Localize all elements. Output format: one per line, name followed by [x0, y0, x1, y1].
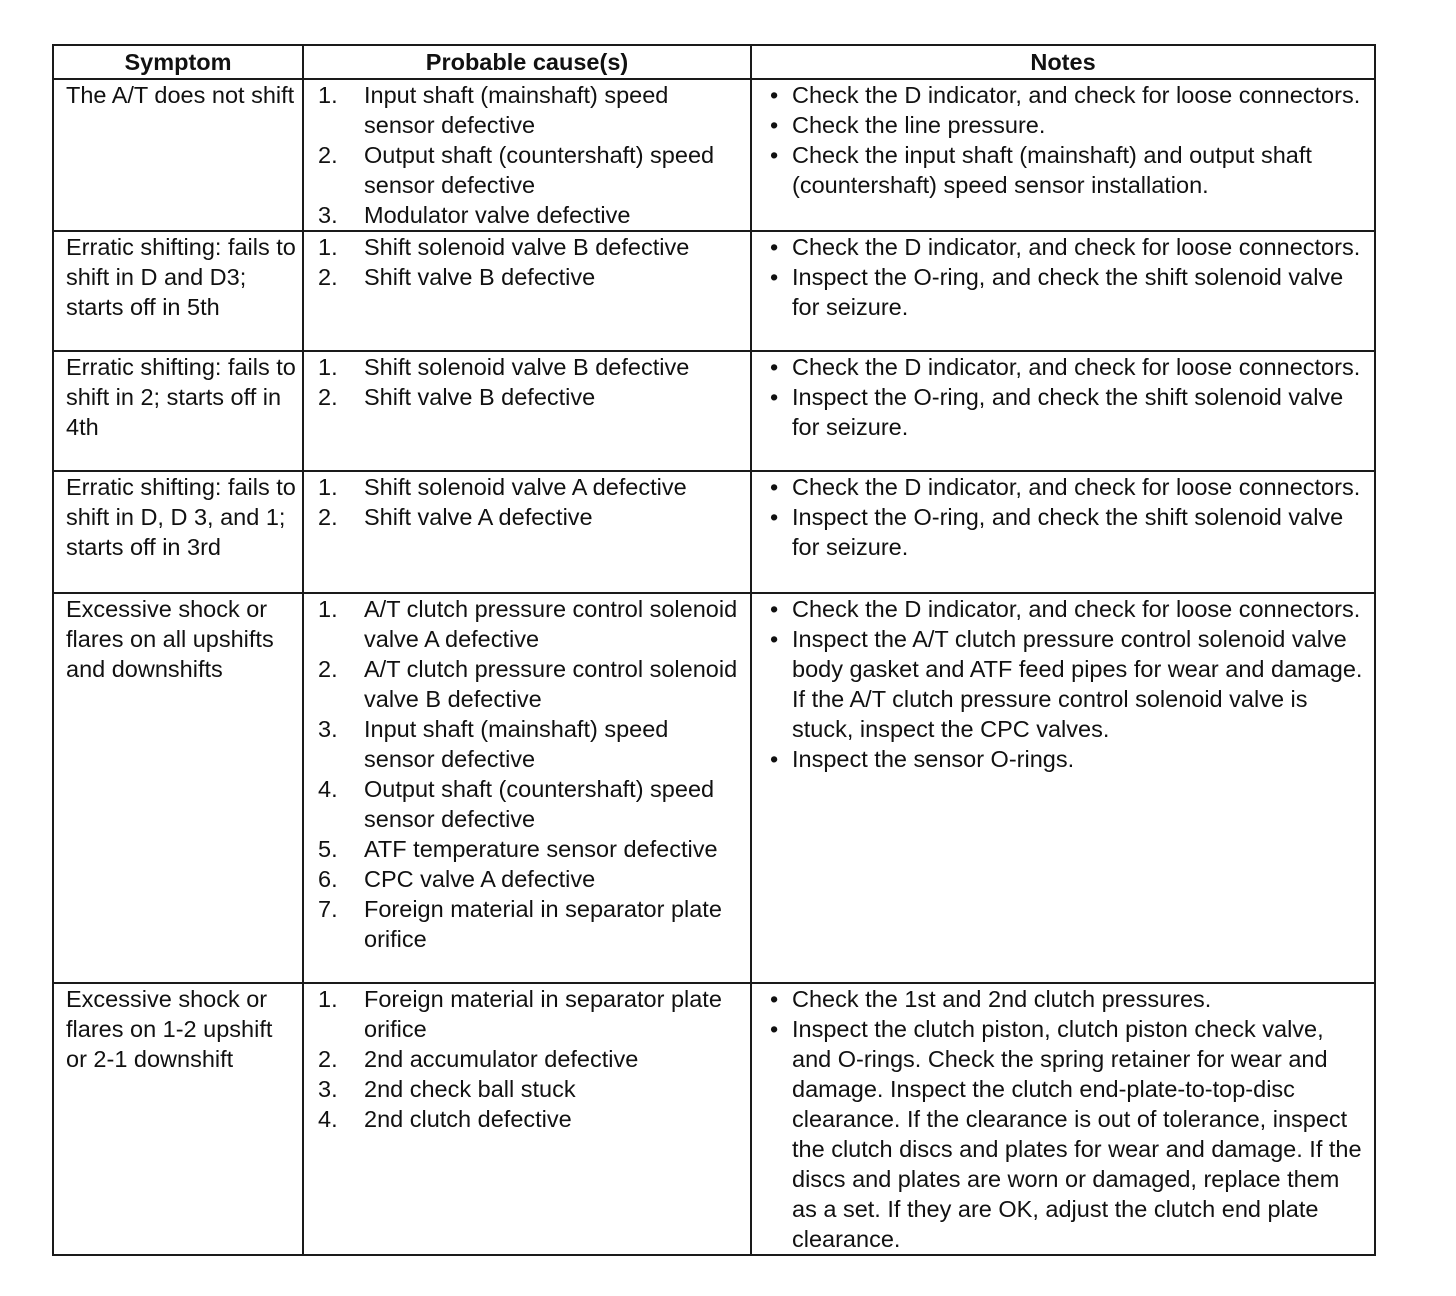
cause-text: Shift solenoid valve A defective	[364, 474, 687, 500]
causes-list	[316, 80, 744, 230]
notes-list	[764, 80, 1368, 200]
note-item	[764, 624, 1368, 744]
cause-number: 7.	[318, 896, 338, 922]
notes-list	[764, 472, 1368, 562]
symptom-cell: The A/T does not shift	[53, 79, 303, 231]
note-item	[764, 80, 1368, 110]
cause-number: 4.	[318, 776, 338, 802]
note-text: Check the D indicator, and check for loose connectors.	[792, 596, 1361, 622]
table-body	[53, 79, 1375, 1255]
cause-item	[316, 864, 744, 894]
notes-list	[764, 352, 1368, 442]
table-row	[53, 79, 1375, 231]
bullet-icon: •	[770, 234, 779, 260]
cause-number: 2.	[318, 142, 338, 168]
header-symptom: Symptom	[53, 45, 303, 79]
troubleshooting-table	[52, 44, 1376, 1256]
cause-number: 3.	[318, 716, 338, 742]
note-text: Inspect the clutch piston, clutch piston check valve, and O-rings. Check the spring retainer for wear and damage. Inspect the clutch end-plate-to-top-disc clearance. If the clearance is out of tolerance, inspect the clutch discs and plates for wear and damage. If the discs and plates are worn or damaged, replace them as a set. If they are OK, adjust the clutch end plate clearance.	[792, 1016, 1362, 1252]
bullet-icon: •	[770, 746, 779, 772]
cause-number: 3.	[318, 202, 338, 228]
table-row	[53, 983, 1375, 1255]
cause-item	[316, 140, 744, 200]
notes-cell	[751, 471, 1375, 593]
cause-item	[316, 200, 744, 230]
note-item	[764, 352, 1368, 382]
note-item	[764, 140, 1368, 200]
cause-item	[316, 984, 744, 1044]
causes-list	[316, 984, 744, 1134]
note-item	[764, 382, 1368, 442]
cause-item	[316, 894, 744, 954]
note-item	[764, 502, 1368, 562]
note-text: Inspect the O-ring, and check the shift solenoid valve for seizure.	[792, 504, 1344, 560]
note-text: Inspect the A/T clutch pressure control solenoid valve body gasket and ATF feed pipes for wear and damage. If the A/T clutch pressure control solenoid valve is stuck, inspect the CPC valves.	[792, 626, 1363, 742]
bullet-icon: •	[770, 986, 779, 1012]
causes-list	[316, 472, 744, 532]
cause-text: Shift solenoid valve B defective	[364, 354, 690, 380]
note-text: Inspect the O-ring, and check the shift solenoid valve for seizure.	[792, 384, 1344, 440]
header-probable-causes: Probable cause(s)	[303, 45, 751, 79]
cause-text: 2nd accumulator defective	[364, 1046, 639, 1072]
note-text: Check the D indicator, and check for loose connectors.	[792, 82, 1361, 108]
notes-cell	[751, 231, 1375, 351]
table-row	[53, 593, 1375, 983]
causes-cell	[303, 79, 751, 231]
cause-text: Foreign material in separator plate orifice	[364, 986, 722, 1042]
note-item	[764, 984, 1368, 1014]
note-text: Inspect the O-ring, and check the shift solenoid valve for seizure.	[792, 264, 1344, 320]
cause-item	[316, 834, 744, 864]
note-item	[764, 744, 1368, 774]
note-item	[764, 594, 1368, 624]
causes-list	[316, 232, 744, 292]
notes-cell	[751, 351, 1375, 471]
cause-item	[316, 1074, 744, 1104]
cause-number: 2.	[318, 504, 338, 530]
bullet-icon: •	[770, 112, 779, 138]
cause-text: Output shaft (countershaft) speed sensor defective	[364, 776, 715, 832]
note-text: Check the line pressure.	[792, 112, 1046, 138]
cause-number: 2.	[318, 264, 338, 290]
cause-text: Shift solenoid valve B defective	[364, 234, 690, 260]
notes-cell	[751, 593, 1375, 983]
symptom-cell: Excessive shock or flares on 1-2 upshift or 2-1 downshift	[53, 983, 303, 1255]
cause-item	[316, 262, 744, 292]
cause-text: 2nd check ball stuck	[364, 1076, 576, 1102]
notes-list	[764, 594, 1368, 774]
cause-text: A/T clutch pressure control solenoid valve A defective	[364, 596, 738, 652]
symptom-cell: Erratic shifting: fails to shift in D and D3; starts off in 5th	[53, 231, 303, 351]
cause-number: 1.	[318, 596, 338, 622]
cause-number: 5.	[318, 836, 338, 862]
cause-number: 1.	[318, 474, 338, 500]
bullet-icon: •	[770, 626, 779, 652]
cause-item	[316, 1044, 744, 1074]
notes-cell	[751, 79, 1375, 231]
bullet-icon: •	[770, 504, 779, 530]
causes-list	[316, 352, 744, 412]
note-text: Check the 1st and 2nd clutch pressures.	[792, 986, 1212, 1012]
cause-number: 2.	[318, 656, 338, 682]
note-text: Check the D indicator, and check for loose connectors.	[792, 354, 1361, 380]
note-item	[764, 262, 1368, 322]
bullet-icon: •	[770, 264, 779, 290]
cause-text: ATF temperature sensor defective	[364, 836, 718, 862]
cause-item	[316, 714, 744, 774]
note-text: Check the D indicator, and check for loose connectors.	[792, 474, 1361, 500]
header-notes: Notes	[751, 45, 1375, 79]
note-item	[764, 472, 1368, 502]
cause-number: 6.	[318, 866, 338, 892]
symptom-cell: Erratic shifting: fails to shift in D, D 3, and 1; starts off in 3rd	[53, 471, 303, 593]
cause-text: 2nd clutch defective	[364, 1106, 572, 1132]
cause-number: 2.	[318, 384, 338, 410]
bullet-icon: •	[770, 142, 779, 168]
bullet-icon: •	[770, 384, 779, 410]
cause-text: A/T clutch pressure control solenoid valve B defective	[364, 656, 738, 712]
cause-number: 1.	[318, 986, 338, 1012]
cause-item	[316, 774, 744, 834]
cause-number: 3.	[318, 1076, 338, 1102]
notes-list	[764, 984, 1368, 1254]
cause-text: CPC valve A defective	[364, 866, 596, 892]
cause-text: Modulator valve defective	[364, 202, 631, 228]
cause-item	[316, 352, 744, 382]
cause-number: 1.	[318, 82, 338, 108]
bullet-icon: •	[770, 82, 779, 108]
cause-item	[316, 1104, 744, 1134]
cause-item	[316, 232, 744, 262]
cause-text: Shift valve A defective	[364, 504, 593, 530]
cause-item	[316, 472, 744, 502]
causes-cell	[303, 593, 751, 983]
table-row	[53, 471, 1375, 593]
cause-item	[316, 382, 744, 412]
notes-list	[764, 232, 1368, 322]
cause-item	[316, 654, 744, 714]
header-row	[53, 45, 1375, 79]
causes-cell	[303, 231, 751, 351]
table-row	[53, 231, 1375, 351]
bullet-icon: •	[770, 1016, 779, 1042]
cause-text: Output shaft (countershaft) speed sensor defective	[364, 142, 715, 198]
causes-list	[316, 594, 744, 954]
notes-cell	[751, 983, 1375, 1255]
note-item	[764, 1014, 1368, 1254]
symptom-cell: Excessive shock or flares on all upshifts and downshifts	[53, 593, 303, 983]
note-item	[764, 232, 1368, 262]
cause-text: Foreign material in separator plate orifice	[364, 896, 722, 952]
cause-number: 1.	[318, 234, 338, 260]
cause-item	[316, 594, 744, 654]
note-item	[764, 110, 1368, 140]
note-text: Inspect the sensor O-rings.	[792, 746, 1075, 772]
bullet-icon: •	[770, 474, 779, 500]
causes-cell	[303, 351, 751, 471]
cause-item	[316, 502, 744, 532]
cause-text: Input shaft (mainshaft) speed sensor defective	[364, 716, 669, 772]
cause-number: 4.	[318, 1106, 338, 1132]
note-text: Check the input shaft (mainshaft) and output shaft (countershaft) speed sensor installation.	[792, 142, 1312, 198]
note-text: Check the D indicator, and check for loose connectors.	[792, 234, 1361, 260]
causes-cell	[303, 471, 751, 593]
cause-text: Shift valve B defective	[364, 264, 596, 290]
cause-number: 2.	[318, 1046, 338, 1072]
cause-text: Shift valve B defective	[364, 384, 596, 410]
bullet-icon: •	[770, 596, 779, 622]
cause-item	[316, 80, 744, 140]
cause-number: 1.	[318, 354, 338, 380]
bullet-icon: •	[770, 354, 779, 380]
table-row	[53, 351, 1375, 471]
symptom-cell: Erratic shifting: fails to shift in 2; starts off in 4th	[53, 351, 303, 471]
cause-text: Input shaft (mainshaft) speed sensor defective	[364, 82, 669, 138]
causes-cell	[303, 983, 751, 1255]
